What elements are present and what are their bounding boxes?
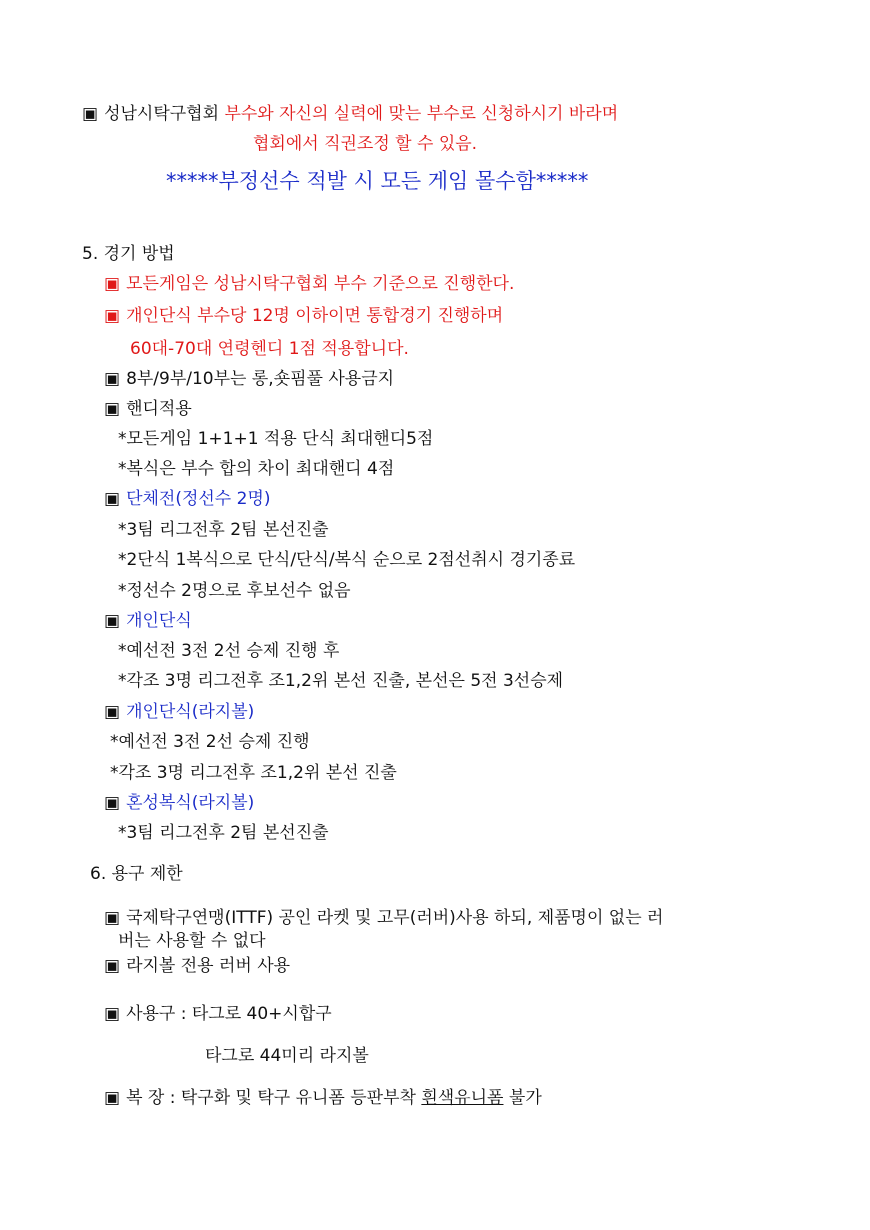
singles-rule-1: *예선전 3전 2선 승제 진행 후 bbox=[118, 641, 340, 661]
section-6-title: 6. 용구 제한 bbox=[90, 864, 183, 884]
checkbox-square-icon: ▣ bbox=[104, 1088, 121, 1108]
checkbox-square-icon: ▣ bbox=[82, 104, 99, 124]
checkbox-square-icon: ▣ bbox=[104, 399, 121, 419]
org-name: 성남시탁구협회 bbox=[104, 104, 220, 124]
rule-individual-singles: ▣ 개인단식 부수당 12명 이하이면 통합경기 진행하며 bbox=[104, 306, 504, 326]
checkbox-square-icon: ▣ bbox=[104, 369, 121, 389]
large-ball-rule-1: *예선전 3전 2선 승제 진행 bbox=[110, 732, 310, 752]
large-ball-rule-2: *각조 3명 리그전후 조1,2위 본선 진출 bbox=[110, 763, 397, 783]
equipment-rule-1: ▣ 국제탁구연맹(ITTF) 공인 라켓 및 고무(러버)사용 하되, 제품명이 없는 러 bbox=[104, 908, 664, 928]
large-ball-singles-title: ▣ 개인단식(라지볼) bbox=[104, 702, 255, 722]
equipment-rule-1-cont: 버는 사용할 수 없다 bbox=[118, 931, 266, 951]
handicap-rule-2: *복식은 부수 합의 차이 최대핸디 4점 bbox=[118, 459, 395, 479]
ball-rule: ▣ 사용구 : 타그로 40+시합구 bbox=[104, 1004, 332, 1024]
mixed-doubles-rule-1: *3팀 리그전후 2팀 본선진출 bbox=[118, 823, 329, 843]
checkbox-square-icon: ▣ bbox=[104, 1004, 121, 1024]
checkbox-square-icon: ▣ bbox=[104, 489, 121, 509]
notice-red-text-2: 협회에서 직권조정 할 수 있음. bbox=[253, 134, 478, 154]
section-5-title: 5. 경기 방법 bbox=[82, 244, 175, 264]
team-title: ▣ 단체전(정선수 2명) bbox=[104, 489, 271, 509]
rule-pimple-ban: ▣ 8부/9부/10부는 롱,숏핌풀 사용금지 bbox=[104, 369, 395, 389]
mixed-doubles-title: ▣ 혼성복식(라지볼) bbox=[104, 793, 255, 813]
checkbox-square-icon: ▣ bbox=[104, 611, 121, 631]
fraud-warning: *****부정선수 적발 시 모든 게임 몰수함***** bbox=[166, 169, 589, 193]
notice-red-text-1: 부수와 자신의 실력에 맞는 부수로 신청하시기 바라며 bbox=[224, 104, 619, 124]
checkbox-square-icon: ▣ bbox=[104, 956, 121, 976]
checkbox-square-icon: ▣ bbox=[104, 702, 121, 722]
singles-title: ▣ 개인단식 bbox=[104, 611, 192, 631]
team-rule-1: *3팀 리그전후 2팀 본선진출 bbox=[118, 520, 329, 540]
checkbox-square-icon: ▣ bbox=[104, 793, 121, 813]
rule-all-games: ▣ 모든게임은 성남시탁구협회 부수 기준으로 진행한다. bbox=[104, 274, 515, 294]
equipment-rule-2: ▣ 라지볼 전용 러버 사용 bbox=[104, 956, 291, 976]
handicap-rule-1: *모든게임 1+1+1 적용 단식 최대핸디5점 bbox=[118, 429, 434, 449]
checkbox-square-icon: ▣ bbox=[104, 908, 121, 928]
checkbox-square-icon: ▣ bbox=[104, 274, 121, 294]
handicap-title: ▣ 핸디적용 bbox=[104, 399, 192, 419]
rule-age-handicap: 60대-70대 연령헨디 1점 적용합니다. bbox=[130, 339, 409, 359]
white-uniform-underlined: 흰색유니폼 bbox=[421, 1088, 504, 1108]
singles-rule-2: *각조 3명 리그전후 조1,2위 본선 진출, 본선은 5전 3선승제 bbox=[118, 671, 564, 691]
notice-line-1 bbox=[82, 103, 618, 125]
ball-rule-2: 타그로 44미리 라지볼 bbox=[205, 1046, 369, 1066]
dress-rule: ▣ 복 장 : 탁구화 및 탁구 유니폼 등판부착 흰색유니폼 불가 bbox=[104, 1088, 542, 1108]
checkbox-square-icon: ▣ bbox=[104, 306, 121, 326]
team-rule-2: *2단식 1복식으로 단식/단식/복식 순으로 2점선취시 경기종료 bbox=[118, 550, 576, 570]
team-rule-3: *정선수 2명으로 후보선수 없음 bbox=[118, 581, 351, 601]
